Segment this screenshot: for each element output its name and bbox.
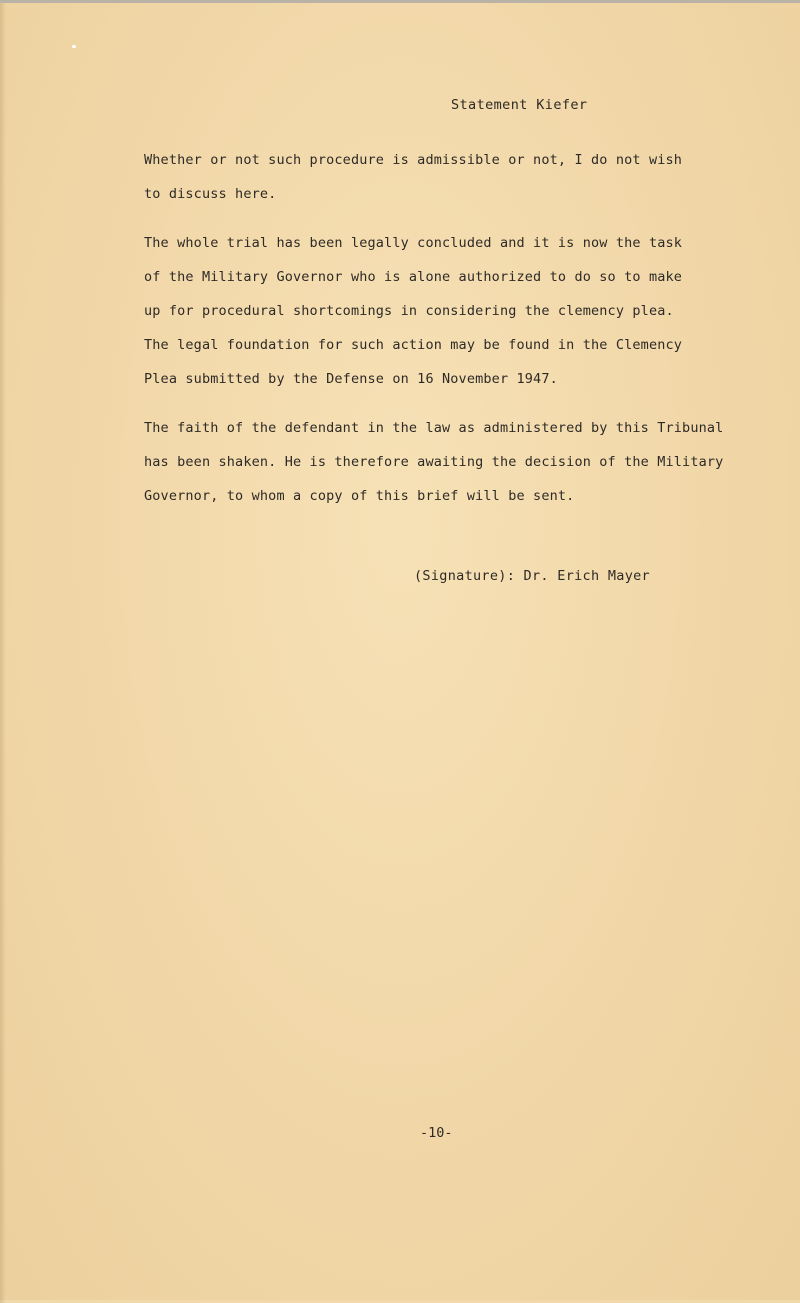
paragraph-line: Whether or not such procedure is admissible or not, I do not wish [144, 152, 683, 168]
paragraph-line: Governor, to whom a copy of this brief will be sent. [144, 488, 575, 504]
paragraph-line: has been shaken. He is therefore awaiting the decision of the Military [144, 454, 724, 470]
paragraph-line: The legal foundation for such action may be found in the Clemency [144, 337, 683, 353]
paragraph-line: The faith of the defendant in the law as administered by this Tribunal [144, 420, 724, 436]
paragraph-line: Plea submitted by the Defense on 16 November 1947. [144, 371, 558, 387]
signature-line: (Signature): Dr. Erich Mayer [414, 568, 650, 584]
document-header: Statement Kiefer [451, 97, 588, 113]
page-edge-shadow [0, 3, 6, 1303]
paragraph-line: up for procedural shortcomings in considering the clemency plea. [144, 303, 674, 319]
paragraph-2 [144, 226, 754, 396]
paragraph-3 [144, 411, 754, 513]
page-number: -10- [420, 1125, 453, 1141]
paragraph-line: to discuss here. [144, 186, 277, 202]
paper-speck [72, 45, 76, 48]
paragraph-line: of the Military Governor who is alone authorized to do so to make [144, 269, 683, 285]
paragraph-1 [144, 143, 754, 211]
paragraph-line: The whole trial has been legally concluded and it is now the task [144, 235, 683, 251]
